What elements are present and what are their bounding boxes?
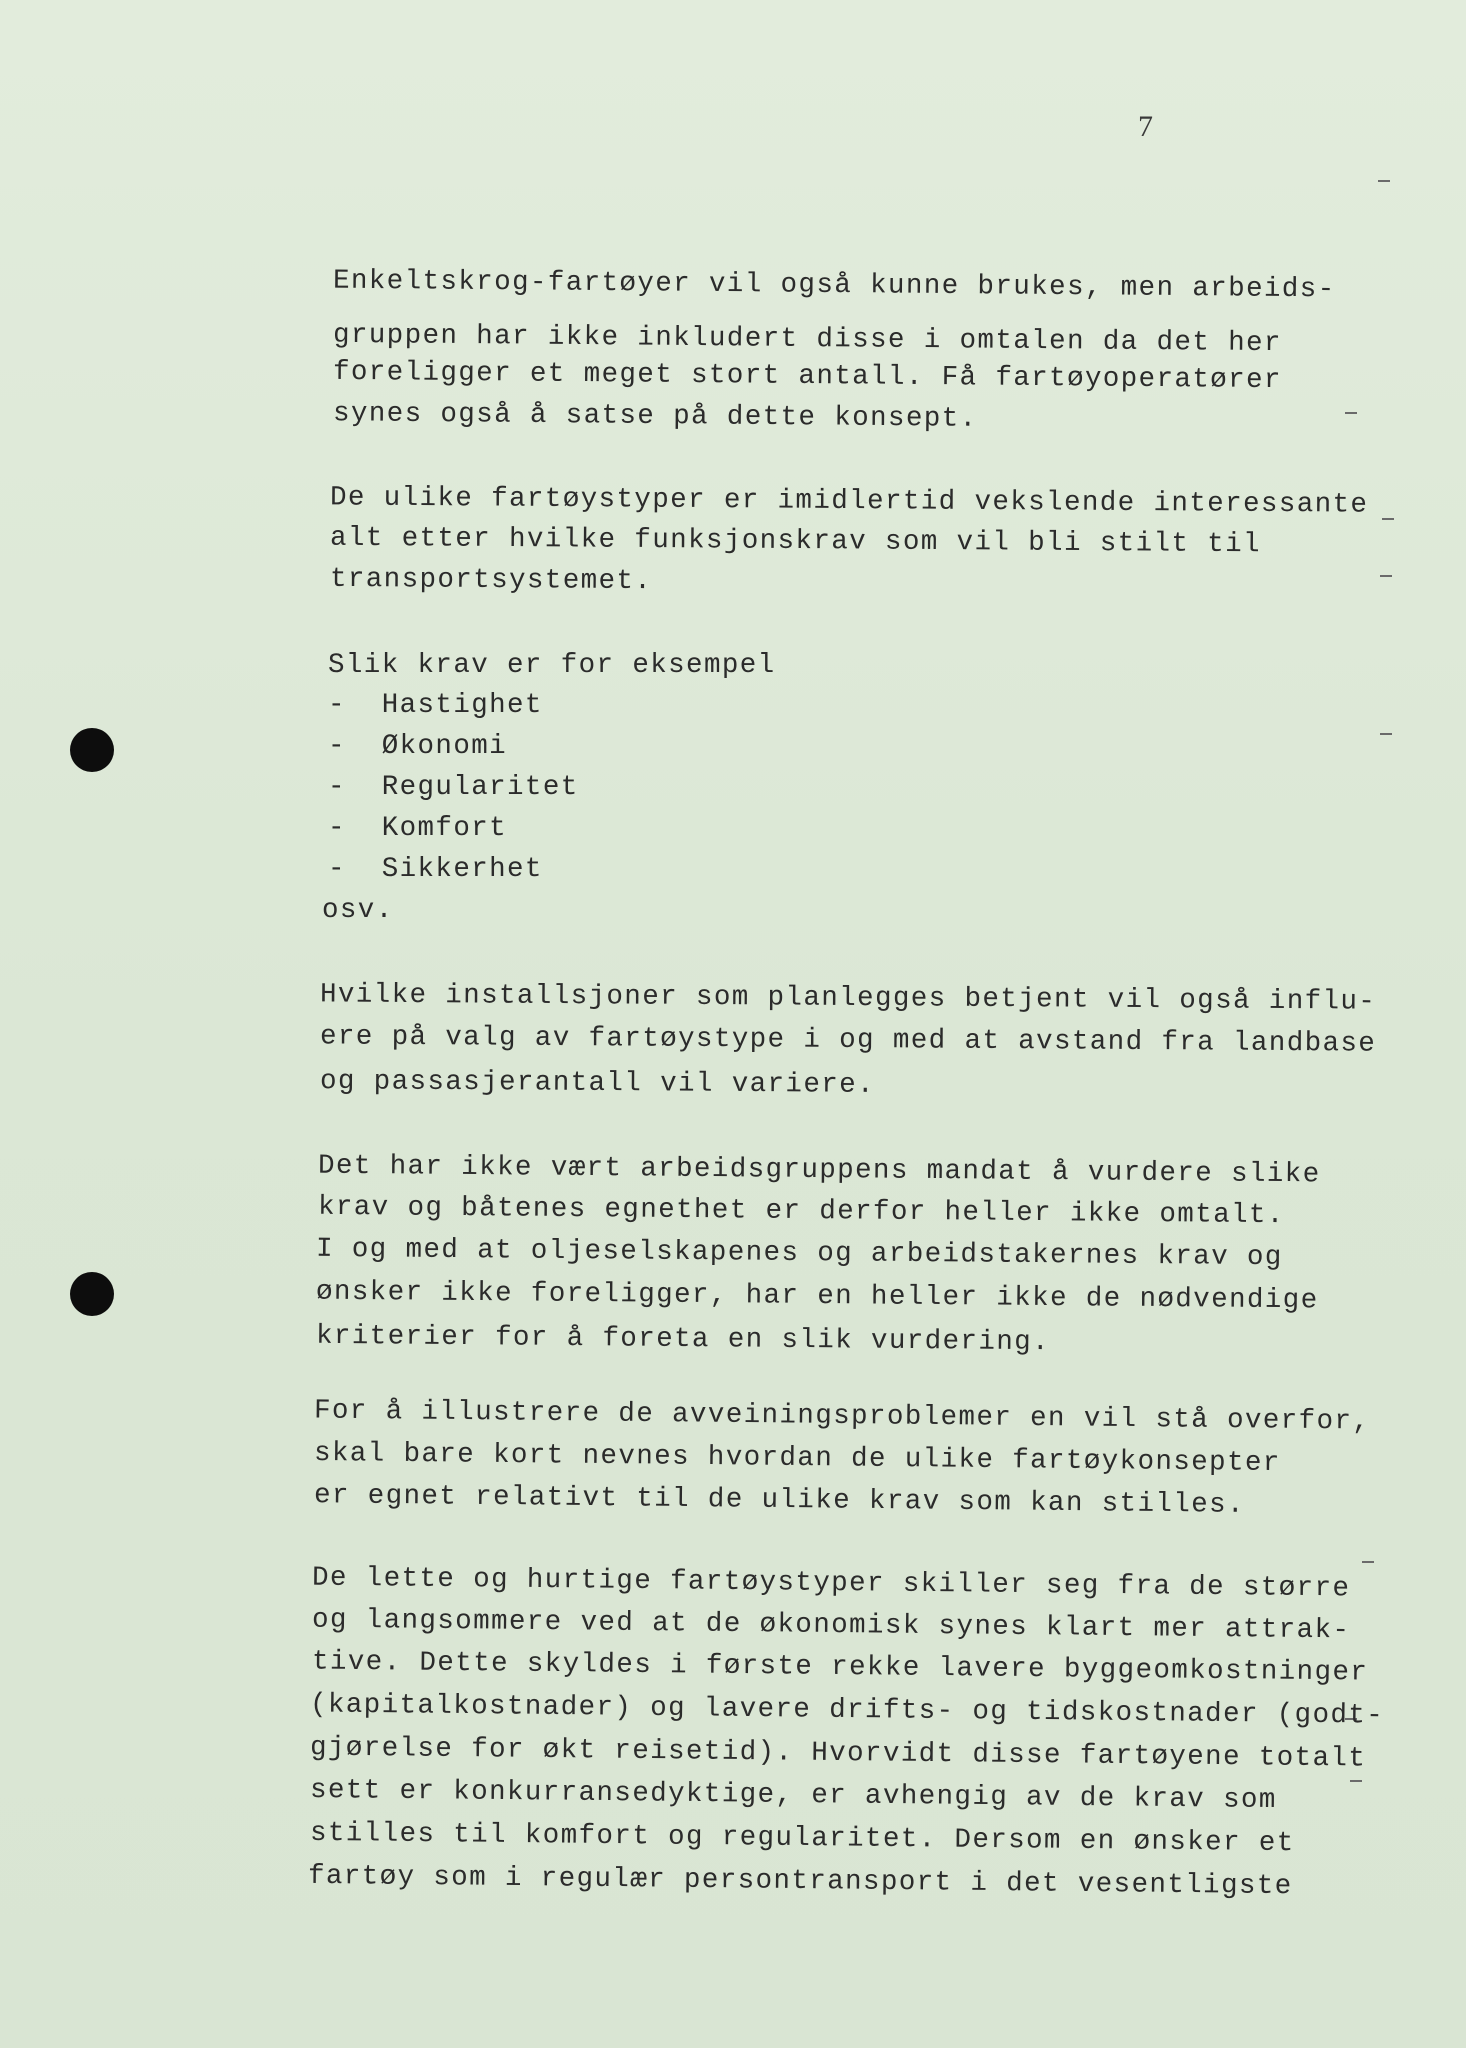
text-line: skal bare kort nevnes hvordan de ulike fartøykonsepter [313, 1437, 1281, 1480]
margin-mark [1362, 1561, 1374, 1563]
text-line: foreligger et meget stort antall. Få fartøyoperatører [332, 356, 1282, 397]
list-item: - Hastighet [328, 690, 543, 721]
margin-mark [1378, 180, 1390, 182]
text-line: Enkeltskrog-fartøyer vil også kunne brukes, men arbeids- [332, 265, 1336, 306]
text-line: gruppen har ikke inkludert disse i omtalen da det her [332, 319, 1282, 360]
text-line: De ulike fartøystyper er imidlertid vekslende interessante [329, 482, 1369, 521]
text-line: er egnet relativt til de ulike krav som kan stilles. [313, 1480, 1246, 1521]
text-line: ere på valg av fartøystype i og med at avstand fra landbase [319, 1021, 1377, 1060]
text-line: gjørelse for økt reisetid). Hvorvidt disse fartøyene totalt [309, 1732, 1367, 1775]
margin-mark [1380, 733, 1392, 735]
text-line: I og med at oljeselskapenes og arbeidstakernes krav og [315, 1233, 1283, 1274]
text-line: krav og båtenes egnethet er derfor heller ikke omtalt. [317, 1191, 1285, 1232]
margin-mark [1382, 518, 1394, 520]
list-end: osv. [322, 895, 394, 926]
text-line: fartøy som i regulær persontransport i det vesentligste [307, 1860, 1293, 1903]
text-line: De lette og hurtige fartøystyper skiller seg fra de større [311, 1562, 1351, 1605]
punch-hole-top [70, 728, 114, 772]
text-line: synes også å satse på dette konsept. [332, 398, 978, 435]
text-line: (kapitalkostnader) og lavere drifts- og tidskostnader (godt- [309, 1689, 1385, 1732]
text-line: For å illustrere de avveiningsproblemer en vil stå overfor, [313, 1395, 1371, 1438]
list-intro: Slik krav er for eksempel [328, 650, 776, 681]
text-line: ønsker ikke foreligger, har en heller ikke de nødvendige [315, 1276, 1319, 1317]
page-number: 7 [1138, 110, 1153, 143]
margin-mark [1380, 575, 1392, 577]
text-line: sett er konkurransedyktige, er avhengig av de krav som [309, 1774, 1277, 1817]
text-line: stilles til komfort og regularitet. Dersom en ønsker et [309, 1817, 1295, 1860]
text-line: tive. Dette skyldes i første rekke lavere byggeomkostninger [311, 1646, 1369, 1689]
list-item: - Komfort [328, 813, 508, 844]
text-line: Det har ikke vært arbeidsgruppens mandat å vurdere slike [317, 1150, 1321, 1191]
punch-hole-bottom [70, 1272, 114, 1316]
text-line: og passasjerantall vil variere. [319, 1066, 876, 1101]
list-item: - Økonomi [328, 731, 508, 762]
list-item: - Sikkerhet [328, 854, 543, 885]
margin-mark [1350, 1780, 1362, 1782]
text-line: kriterier for å foreta en slik vurdering. [315, 1320, 1051, 1359]
text-line: transportsystemet. [329, 563, 653, 598]
margin-mark [1345, 412, 1357, 414]
text-line: Hvilke installsjoner som planlegges betjent vil også influ- [319, 979, 1377, 1018]
text-line: og langsommere ved at de økonomisk synes klart mer attrak- [311, 1604, 1351, 1647]
list-item: - Regularitet [328, 772, 579, 803]
text-line: alt etter hvilke funksjonskrav som vil bli stilt til [329, 522, 1262, 561]
